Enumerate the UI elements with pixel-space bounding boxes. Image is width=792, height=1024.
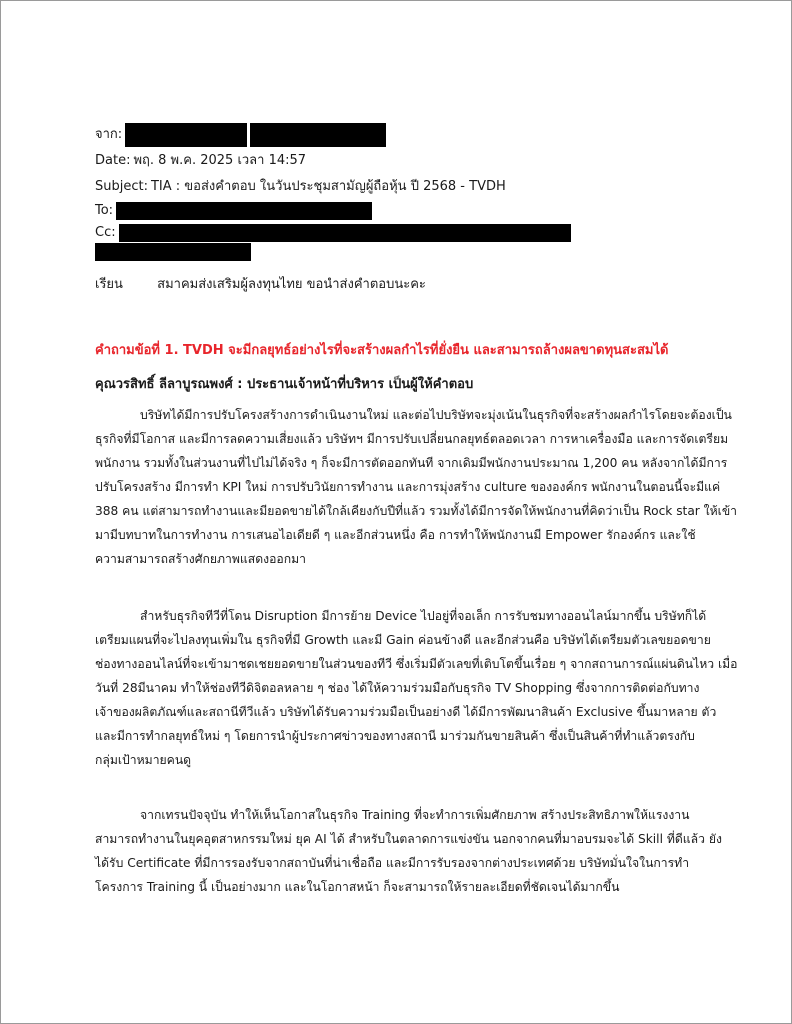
answer-paragraph-3 — [95, 803, 722, 899]
greeting — [95, 273, 426, 294]
paragraph-line: และมีการทำกลยุทธ์ใหม่ ๆ โดยการนำผู้ประกาศข่าวของทางสถานี มาร่วมกันขายสินค้า ซึ่งเป็นสินค้าที่ทำแล้วตรงกับ — [95, 729, 695, 743]
paragraph-line: มามีบทบาทในการทำงาน การเสนอไอเดียดี ๆ และอีกส่วนหนึ่ง คือ การทำให้พนักงานมี Empower รักองค์กร และใช้ — [95, 528, 696, 542]
redacted-recipients — [116, 202, 372, 220]
paragraph-line: เตรียมแผนที่จะไปลงทุนเพิ่มใน ธุรกิจที่มี Growth และมี Gain ค่อนข้างดี และอีกส่วนคือ บริษัทได้เตรียมตัวเลขยอดขาย — [95, 633, 711, 647]
paragraph-line: ธุรกิจที่มีโอกาส และมีการลดความเสี่ยงแล้ว บริษัทฯ มีการปรับเปลี่ยนกลยุทธ์ตลอดเวลา การหาเครื่องมือ และการจัดเตรียม — [95, 432, 729, 446]
redacted-cc-recipients — [119, 224, 571, 242]
subject-value: TIA : ขอส่งคำตอบ ในวันประชุมสามัญผู้ถือหุ้น ปี 2568 - TVDH — [150, 179, 506, 194]
greeting-text: สมาคมส่งเสริมผู้ลงทุนไทย ขอนำส่งคำตอบนะคะ — [157, 277, 426, 292]
paragraph-line: สำหรับธุรกิจทีวีที่โดน Disruption มีการย้าย Device ไปอยู่ที่จอเล็ก การรับชมทางออนไลน์มากขึ้น บริษัทก็ได้ — [140, 609, 707, 623]
paragraph-line: เจ้าของผลิตภัณฑ์และสถานีทีวีแล้ว บริษัทได้รับความร่วมมือเป็นอย่างดี ได้มีการพัฒนาสินค้า Exclusive ขึ้นมาหลาย ตัว — [95, 705, 717, 719]
paragraph-line: ปรับโครงสร้าง มีการทำ KPI ใหม่ การปรับวินัยการทำงาน และการมุ่งสร้าง culture ขององค์กร พนักงานในตอนนี้จะมีแค่ — [95, 480, 721, 494]
paragraph-line: พนักงาน รวมทั้งในส่วนงานที่ไปไม่ได้จริง ๆ ก็จะมีการตัดออกทันที จากเดิมมีพนักงานประมาณ 1,200 คน หลังจากได้มีการ — [95, 456, 728, 470]
answer-paragraph-1 — [95, 403, 738, 571]
paragraph-line: ช่องทางออนไลน์ที่จะเข้ามาชดเชยยอดขายในส่วนของทีวี ซึ่งเริ่มมีตัวเลขที่เติบโตขึ้นเรื่อย ๆ จากสถานการณ์แผ่นดินไหว เมื่อ — [95, 657, 738, 671]
cc-line — [95, 222, 571, 244]
redacted-sender-email — [250, 123, 386, 147]
paragraph-line: ความสามารถสร้างศักยภาพแสดงออกมา — [95, 552, 306, 566]
redacted-sender-name — [125, 123, 247, 147]
paragraph-line: จากเทรนปัจจุบัน ทำให้เห็นโอกาสในธุรกิจ Training ที่จะทำการเพิ่มศักยภาพ สร้างประสิทธิภาพให้แรงงาน — [140, 808, 690, 822]
paragraph-line: วันที่ 28มีนาคม ทำให้ช่องทีวีดิจิตอลหลาย ๆ ช่อง ได้ให้ความร่วมมือกับธุรกิจ TV Shopping ซึ่งจากการติดต่อกับทาง — [95, 681, 700, 695]
paragraph-line: สามารถทำงานในยุคอุตสาหกรรมใหม่ ยุค AI ได้ สำหรับในตลาดการแข่งขัน นอกจากคนที่มาอบรมจะได้ Skill ที่ดีแล้ว ยัง — [95, 832, 722, 846]
greeting-label: เรียน — [95, 277, 123, 292]
redacted-cc-recipients-continued — [95, 243, 251, 261]
paragraph-line: กลุ่มเป้าหมายคนดู — [95, 753, 192, 767]
to-line — [95, 200, 571, 222]
answer-paragraph-2 — [95, 604, 738, 772]
from-line — [95, 122, 571, 148]
date-line — [95, 148, 571, 174]
paragraph-line: บริษัทได้มีการปรับโครงสร้างการดำเนินงานใหม่ และต่อไปบริษัทจะมุ่งเน้นในธุรกิจที่จะสร้างผลกำไรโดยจะต้องเป็น — [140, 408, 732, 422]
to-label: To: — [95, 203, 114, 218]
from-label: จาก: — [95, 127, 123, 142]
paragraph-line: ได้รับ Certificate ที่มีการรองรับจากสถาบันที่น่าเชื่อถือ และมีการรับรองจากต่างประเทศด้วย บริษัทมั่นใจในการทำ — [95, 856, 690, 870]
email-header — [95, 122, 571, 244]
cc-label: Cc: — [95, 225, 116, 240]
date-label: Date: — [95, 153, 131, 168]
paragraph-line: 388 คน แต่สามารถทำงานและมียอดขายได้ใกล้เคียงกับปีที่แล้ว รวมทั้งได้มีการจัดให้พนักงานที่คิดว่าเป็น Rock star ให้เข้า — [95, 504, 738, 518]
question-heading: คำถามข้อที่ 1. TVDH จะมีกลยุทธ์อย่างไรที่จะสร้างผลกำไรที่ยั่งยืน และสามารถล้างผลขาดทุนสะสมได้ — [95, 343, 669, 358]
paragraph-line: โครงการ Training นี้ เป็นอย่างมาก และในโอกาสหน้า ก็จะสามารถให้รายละเอียดที่ชัดเจนได้มากขึ้น — [95, 880, 620, 894]
date-value: พฤ. 8 พ.ค. 2025 เวลา 14:57 — [133, 153, 307, 168]
subject-line — [95, 174, 571, 200]
answerer-line: คุณวรสิทธิ์ ลีลาบูรณพงศ์ : ประธานเจ้าหน้าที่บริหาร เป็นผู้ให้คำตอบ — [95, 377, 474, 392]
subject-label: Subject: — [95, 179, 148, 194]
